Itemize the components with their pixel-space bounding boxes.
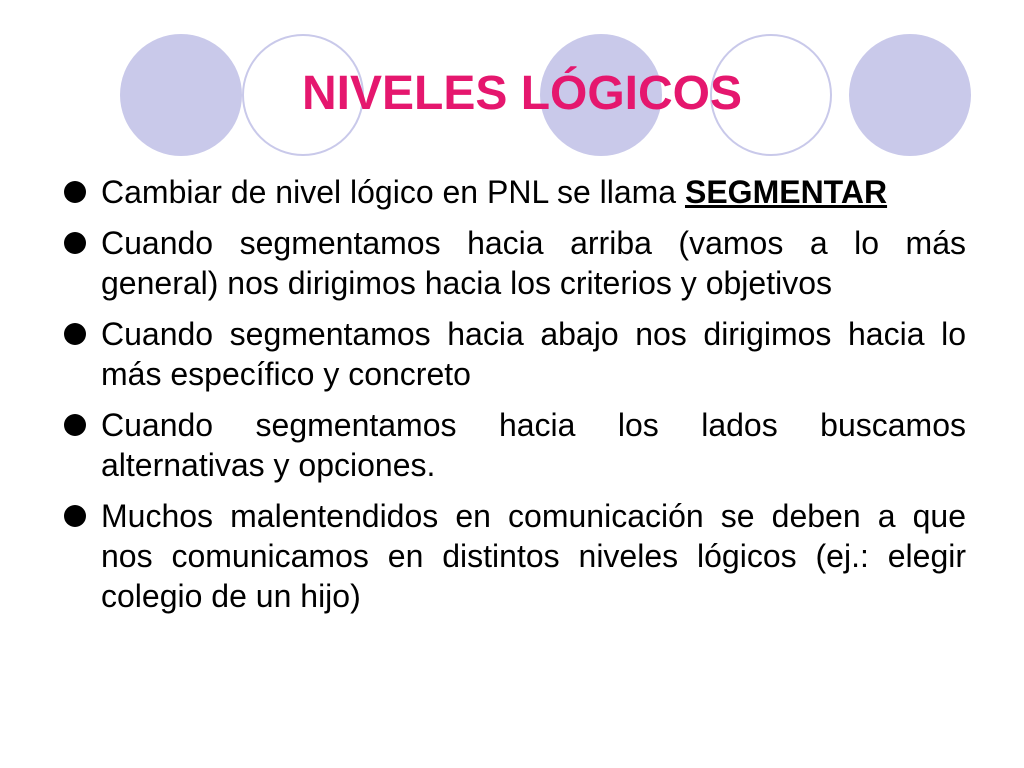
slide-title: NIVELES LÓGICOS <box>301 67 743 120</box>
bullet-item <box>60 496 966 616</box>
bullet-item <box>60 223 966 303</box>
bullet-text: Cuando segmentamos hacia los lados buscamos alternativas y opciones. <box>101 407 966 483</box>
bullet-dot-icon <box>64 414 86 436</box>
bullet-item <box>60 405 966 485</box>
bullet-text: Muchos malentendidos en comunicación se deben a que nos comunicamos en distintos niveles lógicos (ej.: elegir colegio de un hijo) <box>101 498 966 614</box>
bullet-text: Cuando segmentamos hacia abajo nos dirigimos hacia lo más específico y concreto <box>101 316 966 392</box>
bullet-item <box>60 172 966 212</box>
bullet-text: Cuando segmentamos hacia arriba (vamos a lo más general) nos dirigimos hacia los criterios y objetivos <box>101 225 966 301</box>
bullet-dot-icon <box>64 505 86 527</box>
bullet-item <box>60 314 966 394</box>
bullet-list <box>60 172 966 627</box>
bullet-dot-icon <box>64 181 86 203</box>
bullet-dot-icon <box>64 232 86 254</box>
bullet-dot-icon <box>64 323 86 345</box>
bullet-emphasis: SEGMENTAR <box>684 174 888 210</box>
bullet-text: Cambiar de nivel lógico en PNL se llama <box>101 174 677 210</box>
